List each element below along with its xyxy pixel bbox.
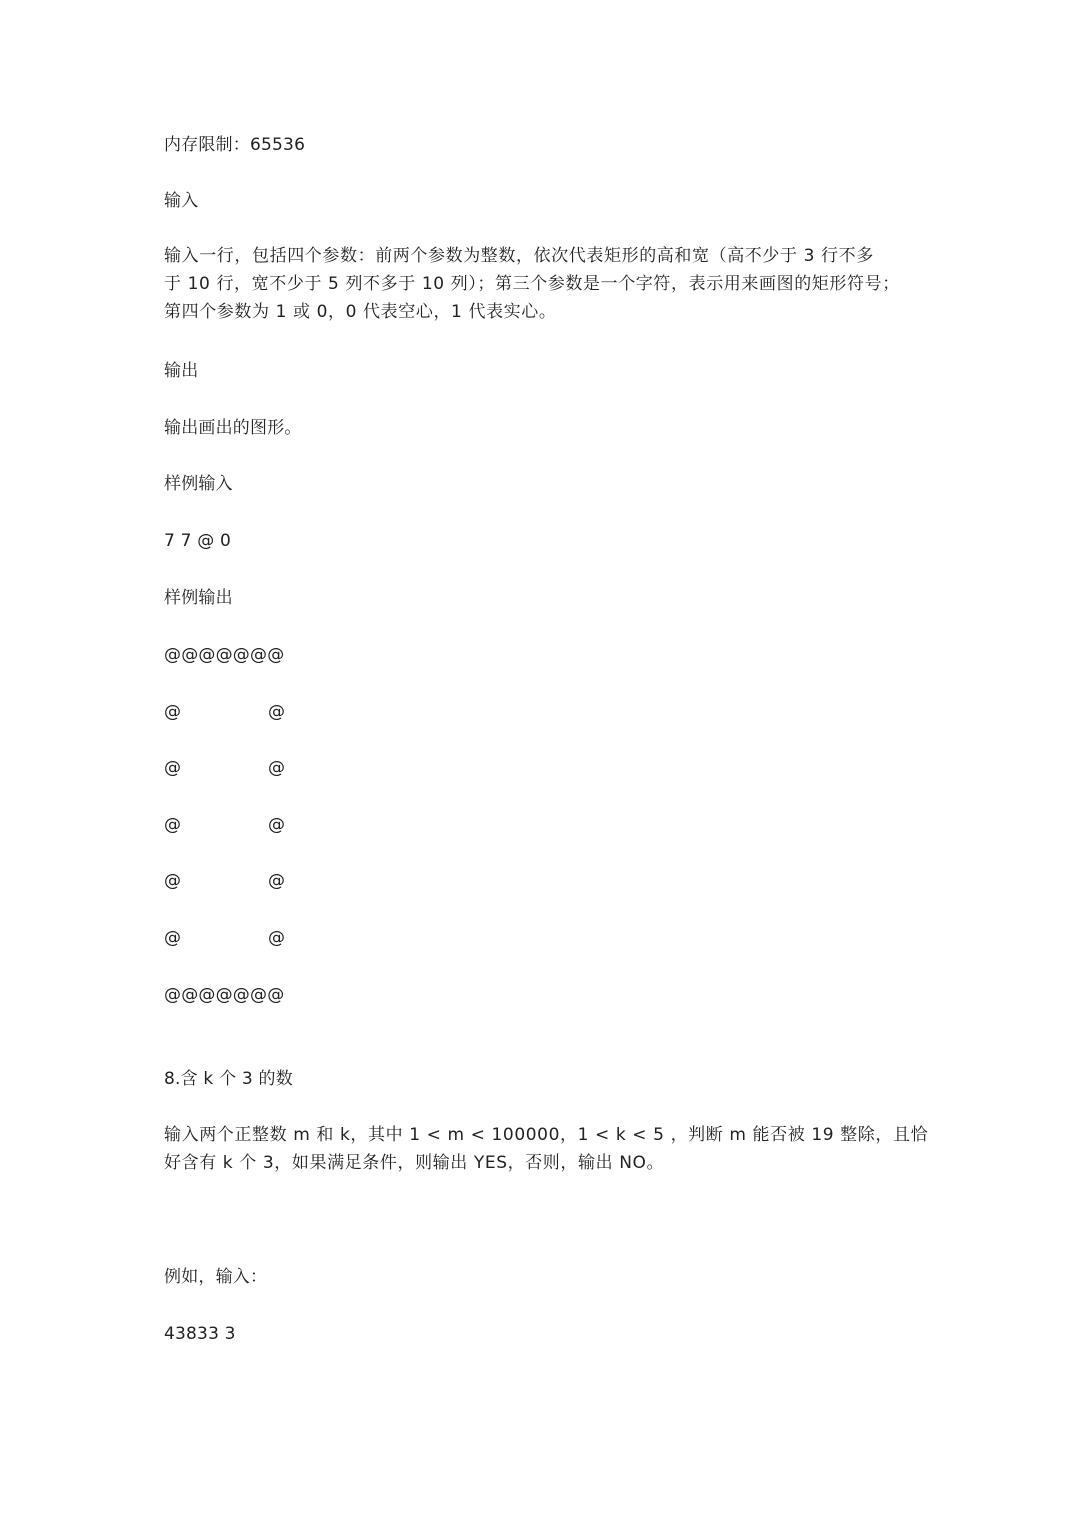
example-input: 43833 3 xyxy=(164,1324,236,1344)
input-description-line: 第四个参数为 1 或 0，0 代表空心，1 代表实心。 xyxy=(164,302,557,322)
sample-output-row-top: @@@@@@@ xyxy=(164,645,285,665)
output-description: 输出画出的图形。 xyxy=(164,418,302,438)
sample-output-char: @ xyxy=(164,871,181,891)
input-description-line: 于 10 行，宽不少于 5 列不多于 10 列）；第三个参数是一个字符，表示用来画图的矩形符号； xyxy=(164,274,900,294)
example-heading: 例如，输入： xyxy=(164,1267,268,1287)
sample-input: 7 7 @ 0 xyxy=(164,531,232,551)
sample-output-char: @ xyxy=(268,871,285,891)
output-heading: 输出 xyxy=(164,361,199,381)
sample-output-char: @ xyxy=(164,928,181,948)
sample-output-char: @ xyxy=(164,815,181,835)
problem-8-description-line: 好含有 k 个 3，如果满足条件，则输出 YES，否则，输出 NO。 xyxy=(164,1153,665,1173)
sample-output-char: @ xyxy=(268,928,285,948)
input-description-line: 输入一行，包括四个参数：前两个参数为整数，依次代表矩形的高和宽（高不少于 3 行不多 xyxy=(164,246,874,266)
sample-output-char: @ xyxy=(164,758,181,778)
input-description xyxy=(164,242,924,326)
memory-limit: 内存限制：65536 xyxy=(164,135,306,155)
sample-output-heading: 样例输出 xyxy=(164,588,233,608)
sample-output-char: @ xyxy=(164,702,181,722)
problem-8-description xyxy=(164,1121,929,1177)
sample-output-char: @ xyxy=(268,815,285,835)
sample-output-char: @ xyxy=(268,702,285,722)
sample-output-char: @ xyxy=(268,758,285,778)
sample-output-row-bottom: @@@@@@@ xyxy=(164,985,285,1005)
problem-8-description-line: 输入两个正整数 m 和 k，其中 1 < m < 100000，1 < k < 5 ，判断 m 能否被 19 整除，且恰 xyxy=(164,1125,929,1145)
input-heading: 输入 xyxy=(164,191,199,211)
sample-input-heading: 样例输入 xyxy=(164,474,233,494)
problem-8-title: 8.含 k 个 3 的数 xyxy=(164,1069,293,1089)
